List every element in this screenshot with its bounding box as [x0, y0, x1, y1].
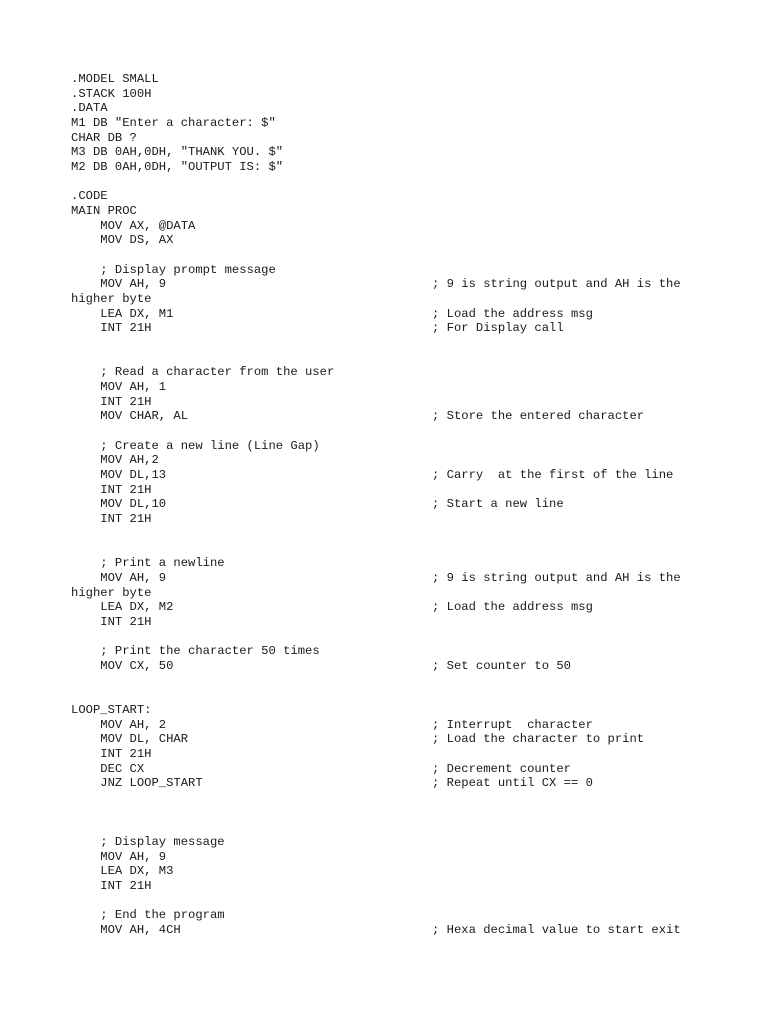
code-line	[71, 556, 731, 571]
code-text: LEA DX, M1	[71, 306, 174, 321]
code-text: CHAR DB ?	[71, 130, 137, 145]
code-text: MOV DL, CHAR	[71, 732, 189, 747]
code-text: JNZ LOOP_START	[71, 776, 203, 791]
code-line	[71, 527, 731, 542]
code-line	[71, 116, 731, 131]
code-line	[71, 145, 731, 160]
code-line	[71, 497, 731, 512]
code-line	[71, 835, 731, 850]
code-line	[71, 351, 731, 366]
code-text: INT 21H	[71, 482, 152, 497]
code-line	[71, 630, 731, 645]
code-text: .MODEL SMALL	[71, 72, 159, 86]
code-line	[71, 732, 731, 747]
code-text: higher byte	[71, 585, 152, 600]
code-text: LOOP_START:	[71, 702, 152, 717]
code-line	[71, 908, 731, 923]
code-comment: ; For Display call	[432, 321, 564, 336]
code-comment: ; Store the entered character	[432, 409, 645, 424]
code-line	[71, 189, 731, 204]
code-text: MOV DL,10	[71, 497, 167, 512]
code-line	[71, 307, 731, 322]
code-text: ; Read a character from the user	[71, 365, 335, 380]
code-line	[71, 72, 731, 87]
code-text: MOV AH, 9	[71, 570, 167, 585]
code-line	[71, 468, 731, 483]
code-text: ; Display message	[71, 834, 225, 849]
code-line	[71, 791, 731, 806]
code-text: INT 21H	[71, 746, 152, 761]
code-text: MOV AH, 2	[71, 717, 167, 732]
code-comment: ; Load the address msg	[432, 306, 593, 321]
code-line	[71, 321, 731, 336]
code-comment: ; Hexa decimal value to start exit	[432, 922, 681, 937]
code-text: M1 DB "Enter a character: $"	[71, 116, 276, 131]
code-text: ; Create a new line (Line Gap)	[71, 438, 320, 453]
code-text: MAIN PROC	[71, 204, 137, 219]
code-text: LEA DX, M3	[71, 864, 174, 879]
code-text: INT 21H	[71, 512, 152, 527]
code-text: MOV AH, 1	[71, 380, 167, 395]
code-comment: ; Decrement counter	[432, 761, 571, 776]
code-text: MOV DS, AX	[71, 233, 174, 248]
code-line	[71, 365, 731, 380]
code-line	[71, 101, 731, 116]
code-comment: ; Load the address msg	[432, 600, 593, 615]
code-line	[71, 615, 731, 630]
code-text: MOV AH,2	[71, 453, 159, 468]
code-line	[71, 336, 731, 351]
code-text: MOV AX, @DATA	[71, 218, 196, 233]
code-line	[71, 879, 731, 894]
code-text: M2 DB 0AH,0DH, "OUTPUT IS: $"	[71, 160, 284, 175]
code-text: ; Display prompt message	[71, 262, 276, 277]
code-line	[71, 659, 731, 674]
assembly-code-listing	[71, 72, 731, 938]
code-comment: ; 9 is string output and AH is the	[432, 277, 681, 292]
code-text: MOV CX, 50	[71, 658, 174, 673]
code-line	[71, 688, 731, 703]
code-text: MOV AH, 9	[71, 277, 167, 292]
code-text: ; Print a newline	[71, 556, 225, 571]
code-text: MOV CHAR, AL	[71, 409, 189, 424]
code-line	[71, 762, 731, 777]
code-line	[71, 204, 731, 219]
code-line	[71, 131, 731, 146]
code-line	[71, 160, 731, 175]
code-comment: ; Start a new line	[432, 497, 564, 512]
code-text: INT 21H	[71, 394, 152, 409]
code-line	[71, 380, 731, 395]
code-text: .CODE	[71, 189, 108, 204]
code-line	[71, 424, 731, 439]
code-line	[71, 571, 731, 586]
code-text: .DATA	[71, 101, 108, 116]
code-line	[71, 292, 731, 307]
code-line	[71, 87, 731, 102]
code-text: INT 21H	[71, 878, 152, 893]
code-text: M3 DB 0AH,0DH, "THANK YOU. $"	[71, 145, 284, 160]
code-text: INT 21H	[71, 614, 152, 629]
code-line	[71, 894, 731, 909]
code-line	[71, 439, 731, 454]
code-comment: ; Load the character to print	[432, 732, 645, 747]
code-text: INT 21H	[71, 321, 152, 336]
code-line	[71, 703, 731, 718]
code-line	[71, 747, 731, 762]
code-line	[71, 409, 731, 424]
code-line	[71, 175, 731, 190]
code-text: ; End the program	[71, 908, 225, 923]
code-line	[71, 395, 731, 410]
code-comment: ; Interrupt character	[432, 717, 593, 732]
code-line	[71, 248, 731, 263]
code-text: MOV AH, 9	[71, 849, 167, 864]
code-line	[71, 542, 731, 557]
code-line	[71, 850, 731, 865]
code-text: MOV DL,13	[71, 468, 167, 483]
code-line	[71, 776, 731, 791]
code-line	[71, 483, 731, 498]
code-line	[71, 718, 731, 733]
code-line	[71, 233, 731, 248]
code-line	[71, 923, 731, 938]
code-line	[71, 453, 731, 468]
code-line	[71, 864, 731, 879]
code-text: .STACK 100H	[71, 86, 152, 101]
code-comment: ; Repeat until CX == 0	[432, 776, 593, 791]
code-line	[71, 219, 731, 234]
code-line	[71, 820, 731, 835]
code-line	[71, 263, 731, 278]
code-comment: ; 9 is string output and AH is the	[432, 570, 681, 585]
code-comment: ; Set counter to 50	[432, 658, 571, 673]
code-line	[71, 277, 731, 292]
code-line	[71, 512, 731, 527]
code-text: LEA DX, M2	[71, 600, 174, 615]
code-line	[71, 806, 731, 821]
code-line	[71, 586, 731, 601]
code-text: DEC CX	[71, 761, 145, 776]
code-line	[71, 600, 731, 615]
code-line	[71, 644, 731, 659]
code-text: higher byte	[71, 292, 152, 307]
code-line	[71, 674, 731, 689]
code-comment: ; Carry at the first of the line	[432, 468, 674, 483]
code-text: MOV AH, 4CH	[71, 922, 181, 937]
code-text: ; Print the character 50 times	[71, 644, 320, 659]
